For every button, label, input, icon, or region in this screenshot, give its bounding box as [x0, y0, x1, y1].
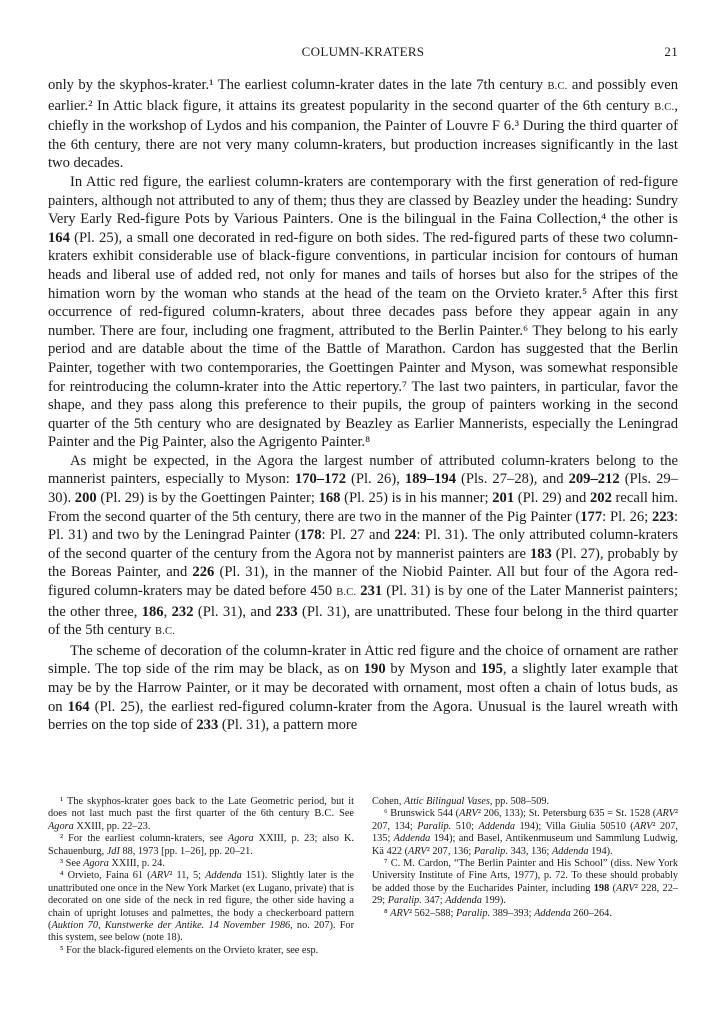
footnotes — [48, 796, 678, 957]
footnote-continuation: Cohen, Attic Bilingual Vases, pp. 508–509. — [372, 796, 550, 807]
footnote: ² For the earliest column-kraters, see Agora XXIII, p. 23; also K. Schauenburg, JdI 88, 1973 [pp. 1–26], pp. 20–21. — [48, 833, 354, 857]
footnote: ⁶ Brunswick 544 (ARV² 206, 133); St. Petersburg 635 = St. 1528 (ARV² 207, 134; Paralip. 510; Addenda 194); Villa Giulia 50510 (ARV² 207, 135; Addenda 194); and Basel, Antikenmuseum und Sammlung Ludwig, Kä 422 (ARV² 207, 136; Paralip. 343, 136; Addenda 194). — [372, 808, 678, 857]
footnote: ⁴ Orvieto, Faina 61 (ARV² 11, 5; Addenda 151). Slightly later is the unattributed one once in the New York Market (ex Lugano, private) that is decorated on one side of the neck in red figure, the other side having a chain of upright lotuses and palmettes, the body a checkerboard pattern (Auktion 70, Kunstwerke der Antike. 14 November 1986, no. 207). For this system, see below (note 18). — [48, 870, 355, 944]
running-head: COLUMN-KRATERS — [301, 44, 425, 59]
paragraph: As might be expected, in the Agora the largest number of attributed column-kraters belong to the mannerist painters, especially to Myson: 170–172 (Pl. 26), 189–194 (Pls. 27–28), and 209–212 (Pls. 29–30). 200 (Pl. 29) is by the Goettingen Painter; 168 (Pl. 25) is in his manner; 201 (Pl. 29) and 202 recall him. From the second quarter of the 5th century, there are two in the manner of the Pig Painter (177: Pl. 26; 223: Pl. 31) and two by the Leningrad Painter (178: Pl. 27 and 224: Pl. 31). The only attributed column-kraters of the second quarter of the century from the Agora not by mannerist painters are 183 (Pl. 27), probably by the Boreas Painter, and 226 (Pl. 31), in the manner of the Niobid Painter. All but four of the Agora red-figured column-kraters may be dated before 450 B.C. 231 (Pl. 31) is by one of the Later Mannerist painters; the other three, 186, 232 (Pl. 31), and 233 (Pl. 31), are unattributed. These four belong in the third quarter of the 5th century B.C. — [48, 452, 679, 639]
page-number: 21 — [664, 44, 678, 59]
page — [48, 44, 678, 735]
footnote: ³ See Agora XXIII, p. 24. — [60, 858, 165, 870]
paragraph: only by the skyphos-krater.¹ The earliest column-krater dates in the late 7th century B.C. and possibly even earlier.² In Attic black figure, it attains its greatest popularity in the second quarter of the 6th century B.C., chiefly in the workshop of Lydos and his companion, the Painter of Louvre F 6.³ During the third quarter of the 6th century, there are not very many column-kraters, but production increases significantly in the last two decades. — [48, 77, 678, 172]
footnotes-right-column — [372, 796, 678, 957]
paragraph: In Attic red figure, the earliest column-kraters are contemporary with the first generation of red-figure painters, although not attributed to any of them; thus they are classed by Beazley under the heading: Sundry Very Early Red-figure Pots by Various Painters. One is the bilingual in the Faina Collection,⁴ the other is 164 (Pl. 25), a small one decorated in red-figure on both sides. The red-figured parts of these two column-kraters exhibit considerable use of black-figure conventions, in particular incision for contours of human heads and liberal use of added red, not only for manes and tails of horses but also for the stripes of the himation worn by the woman who stands at the head of the team on the Orvieto krater.⁵ After this first occurrence of red-figured column-kraters, about three decades pass before they appear again in any number. There are four, including one fragment, attributed to the Berlin Painter.⁶ They belong to his early period and are datable about the time of the Battle of Marathon. Cardon has suggested that the Berlin Painter, together with two contemporaries, the Goettingen Painter and Myson, was somewhat responsible for reintroducing the column-krater into the Attic repertory.⁷ The last two painters, in particular, favor the shape, and they pass along this preference to their pupils, the group of painters working in the second quarter of the 5th century who are designated by Beazley as Earlier Mannerists, especially the Leningrad Painter and the Pig Painter, also the Agrigento Painter.⁸ — [48, 173, 678, 451]
footnotes-left-column — [48, 796, 354, 957]
footnote: ⁸ ARV² 562–588; Paralip. 389–393; Addenda 260–264. — [384, 907, 612, 919]
footnote: ¹ The skyphos-krater goes back to the Late Geometric period, but it does not last much past the first quarter of the 6th century B.C. See Agora XXIII, pp. 22–23. — [48, 796, 354, 832]
body-text — [48, 76, 678, 735]
footnote: ⁷ C. M. Cardon, “The Berlin Painter and His School” (diss. New York University Institute of Fine Arts, 1977), p. 72. To these should probably be added those by the Eucharides Painter, including 198 (ARV² 228, 22–29; Paralip. 347; Addenda 199). — [372, 858, 678, 907]
footnote: ⁵ For the black-figured elements on the Orvieto krater, see esp. — [60, 944, 319, 956]
page-header — [48, 44, 678, 64]
paragraph: The scheme of decoration of the column-krater in Attic red figure and the choice of ornament are rather simple. The top side of the rim may be black, as on 190 by Myson and 195, a slightly later example that may be by the Harrow Painter, or it may be decorated with ornament, most often a chain of lotus buds, as on 164 (Pl. 25), the earliest red-figured column-krater from the Agora. Unusual is the laurel wreath with berries on the top side of 233 (Pl. 31), a pattern more — [48, 642, 678, 734]
